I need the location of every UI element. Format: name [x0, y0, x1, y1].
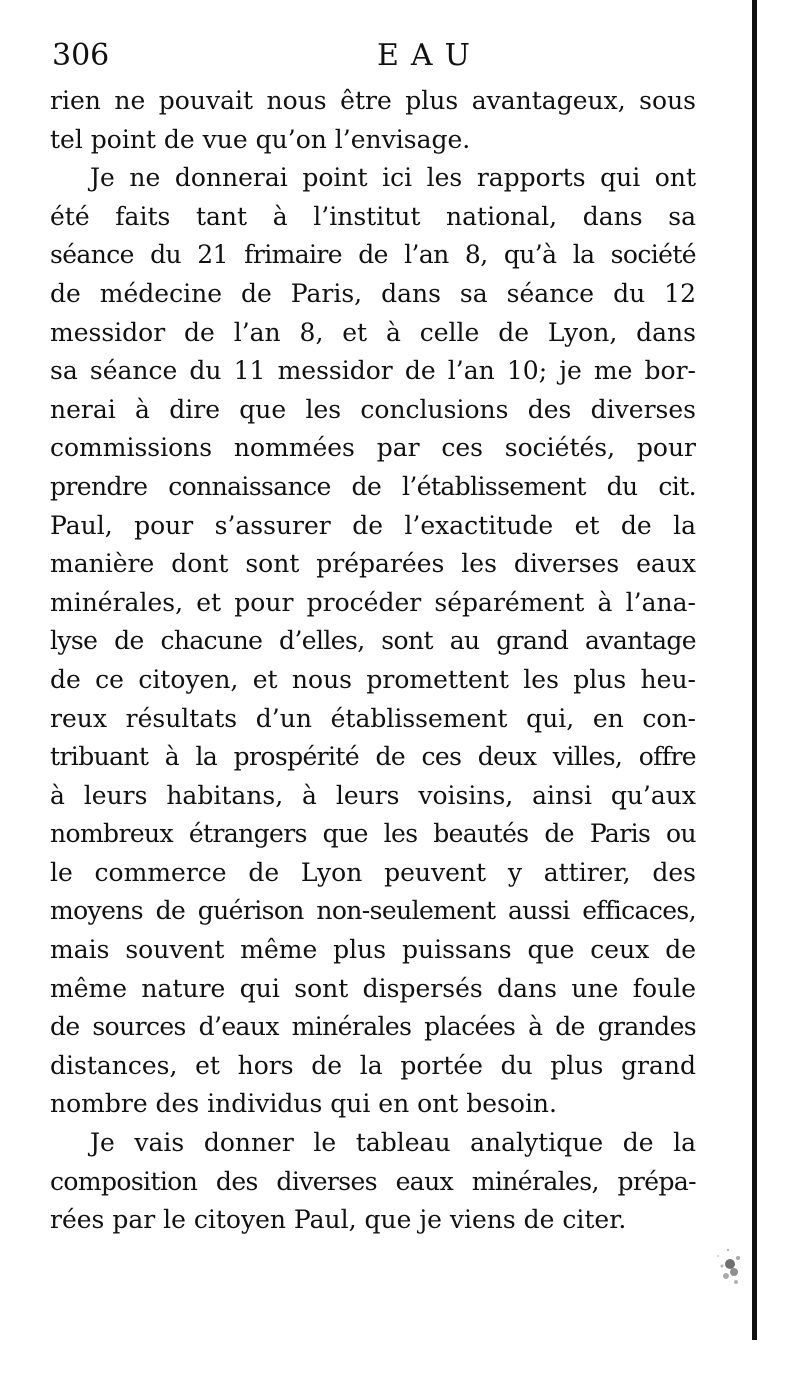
text-line: nombreux étrangers que les beautés de Paris ou	[50, 819, 696, 849]
page-edge-line	[752, 0, 757, 1340]
text-line: tribuant à la prospérité de ces deux villes, offre	[50, 742, 696, 772]
text-line: nerai à dire que les conclusions des diverses	[50, 394, 696, 424]
text-line: commissions nommées par ces sociétés, pour	[50, 433, 696, 463]
ink-smudge	[708, 1236, 748, 1296]
page-header	[52, 36, 702, 80]
text-line: tel point de vue qu’on l’envisage.	[50, 124, 471, 154]
text-line: moyens de guérison non-seulement aussi efficaces,	[50, 896, 696, 926]
text-line: été faits tant à l’institut national, dans sa	[50, 201, 696, 231]
text-line: composition des diverses eaux minérales, prépa-	[50, 1166, 696, 1196]
text-line: de sources d’eaux minérales placées à de grandes	[50, 1012, 696, 1042]
text-line: messidor de l’an 8, et à celle de Lyon, dans	[50, 317, 696, 347]
text-line: Je ne donnerai point ici les rapports qui ont	[90, 163, 696, 193]
page-number: 306	[52, 38, 110, 73]
text-line: séance du 21 frimaire de l’an 8, qu’à la société	[50, 240, 696, 270]
text-line: sa séance du 11 messidor de l’an 10; je me bor-	[50, 356, 696, 386]
body-text	[50, 82, 696, 1240]
text-line: nombre des individus qui en ont besoin.	[50, 1089, 557, 1119]
text-line: minérales, et pour procéder séparément à l’ana-	[50, 587, 696, 617]
text-line: rien ne pouvait nous être plus avantageux, sous	[50, 86, 696, 115]
text-line: Paul, pour s’assurer de l’exactitude et de la	[50, 510, 696, 540]
text-line: de médecine de Paris, dans sa séance du 12	[50, 278, 696, 308]
text-line: à leurs habitans, à leurs voisins, ainsi qu’aux	[50, 780, 696, 810]
text-line: rées par le citoyen Paul, que je viens de citer.	[50, 1205, 627, 1235]
text-line: Je vais donner le tableau analytique de la	[90, 1128, 696, 1158]
text-line: de ce citoyen, et nous promettent les plus heu-	[50, 664, 696, 694]
text-line: reux résultats d’un établissement qui, en con-	[50, 703, 696, 733]
running-title: EAU	[377, 38, 482, 73]
text-line: prendre connaissance de l’établissement du cit.	[50, 471, 696, 501]
text-line: mais souvent même plus puissans que ceux de	[50, 935, 696, 965]
text-line: même nature qui sont dispersés dans une foule	[50, 973, 696, 1003]
text-line: le commerce de Lyon peuvent y attirer, des	[50, 857, 696, 887]
text-line: lyse de chacune d’elles, sont au grand avantage	[50, 626, 696, 656]
text-line: distances, et hors de la portée du plus grand	[50, 1050, 696, 1080]
text-line: manière dont sont préparées les diverses eaux	[50, 549, 696, 579]
